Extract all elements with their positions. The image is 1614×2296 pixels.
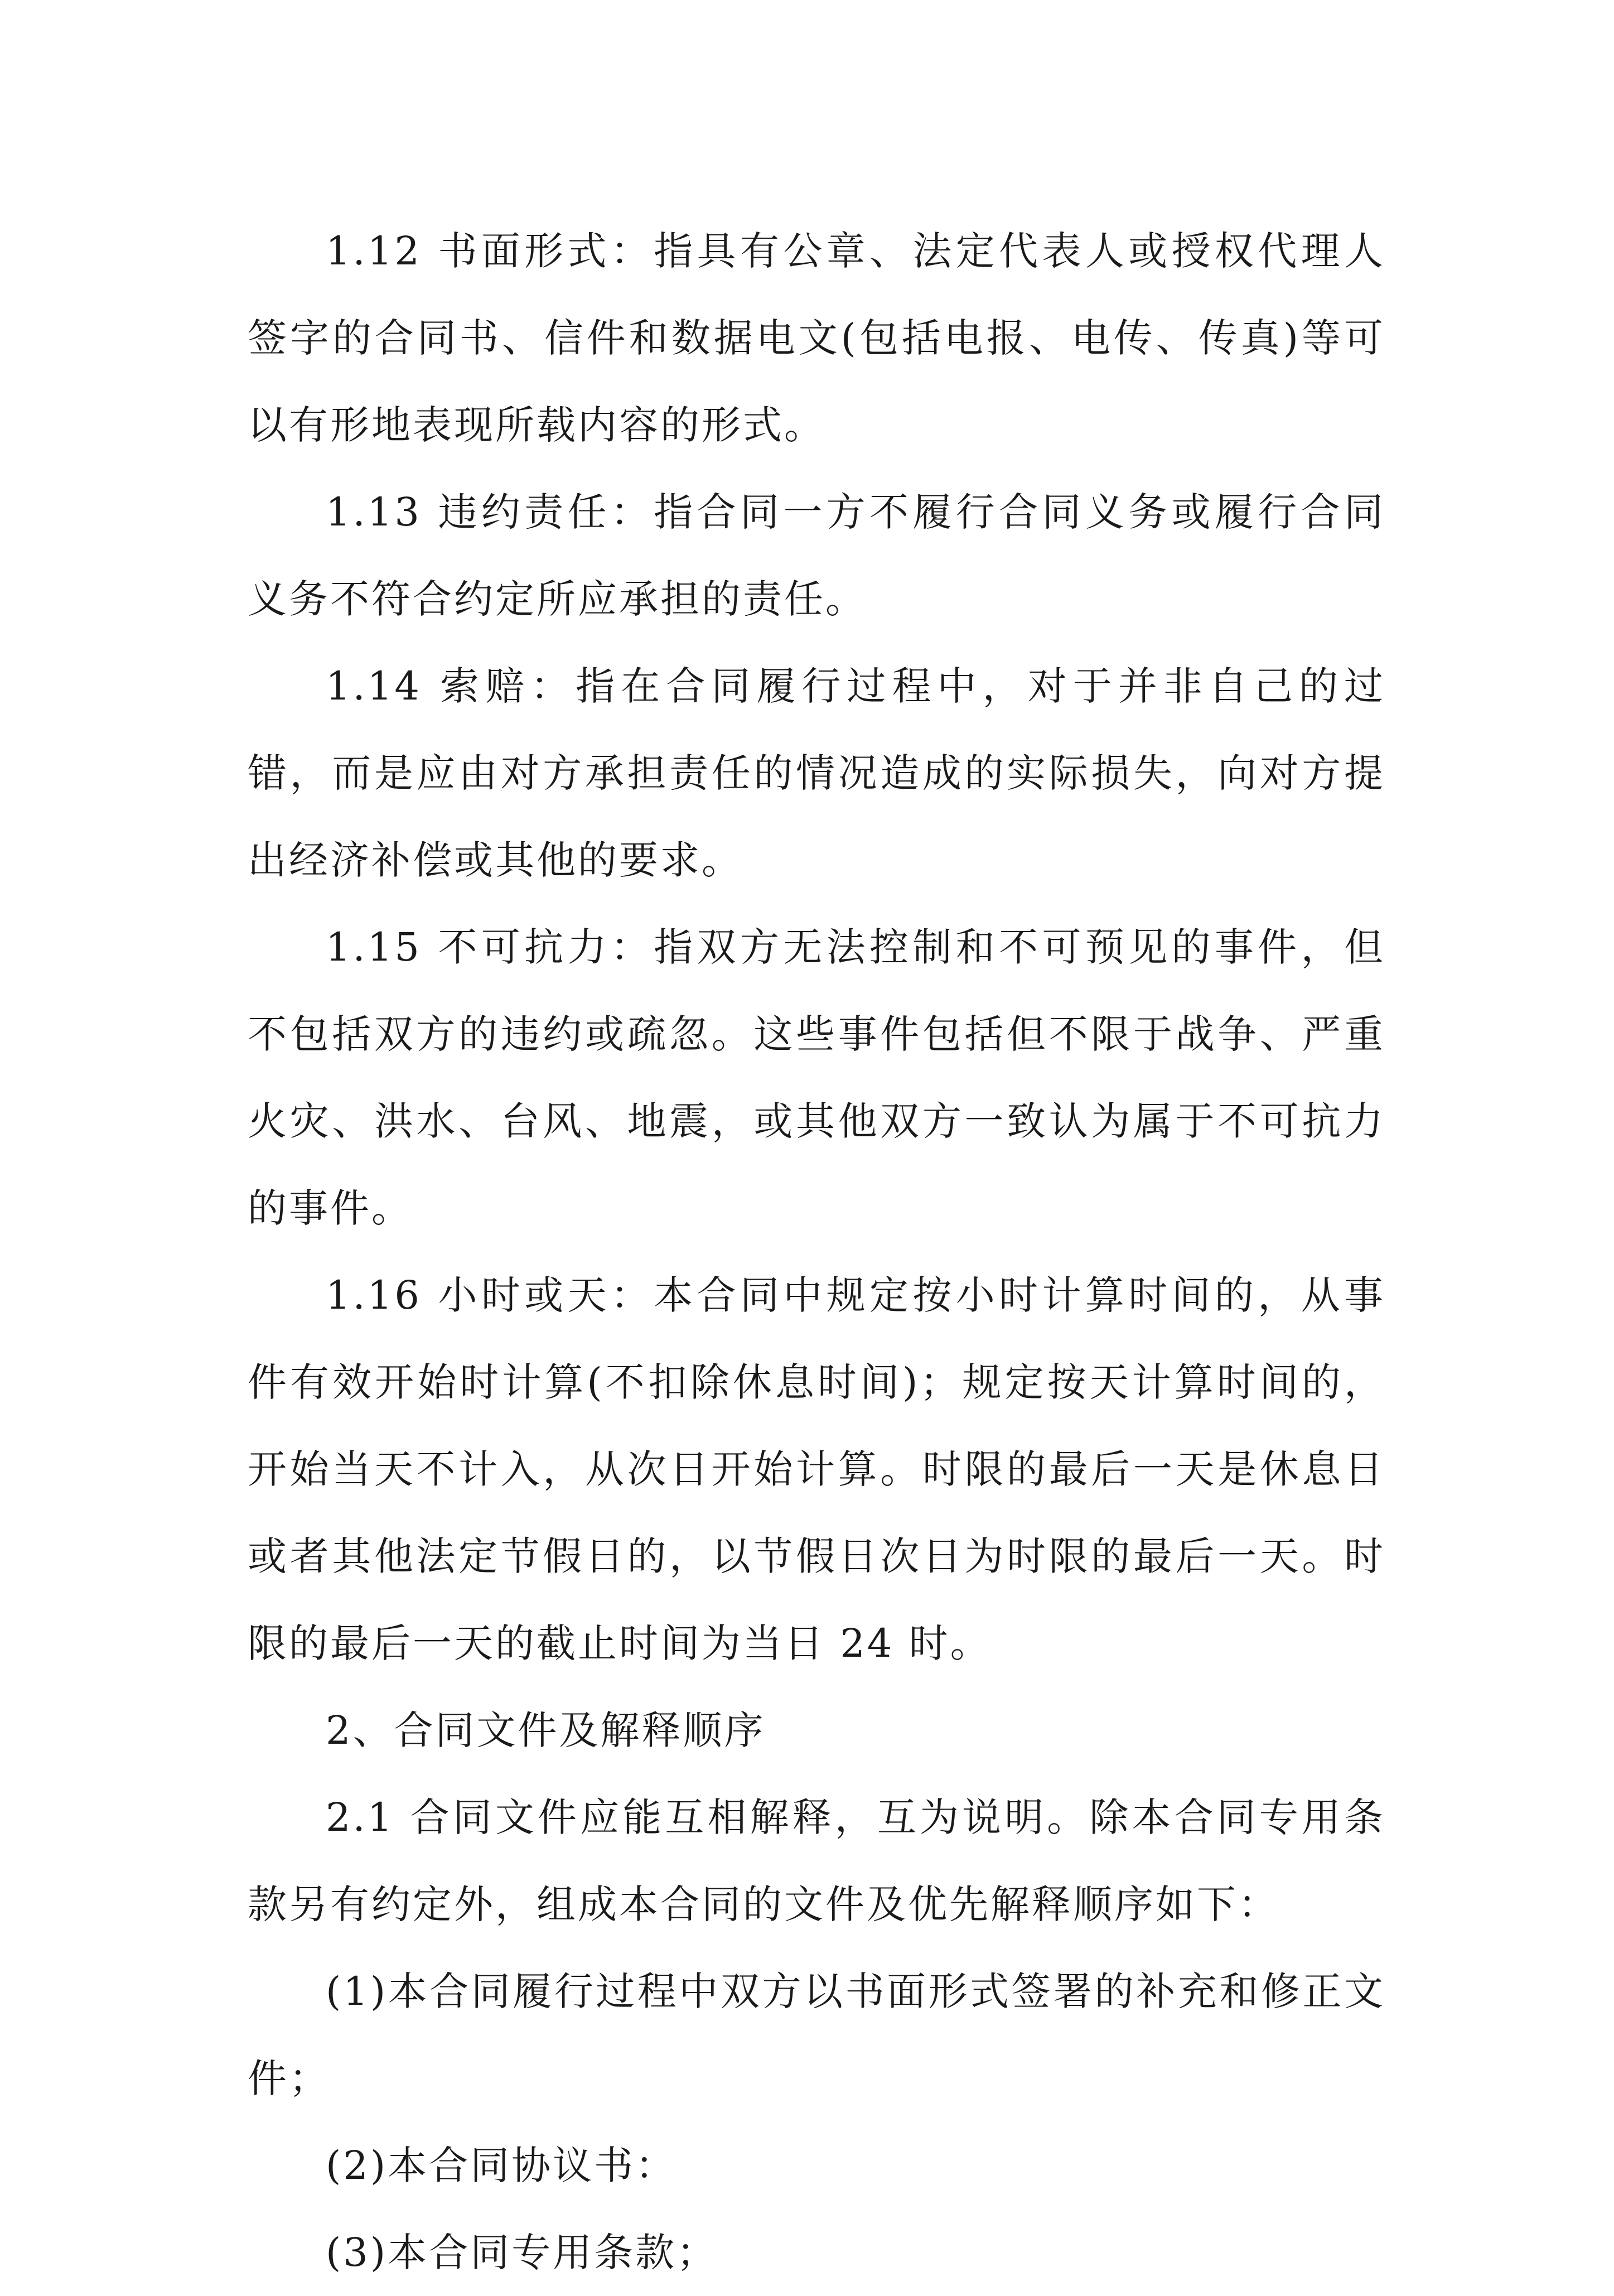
clause-1-14-claim: 1.14 索赔：指在合同履行过程中，对于并非自己的过错，而是应由对方承担责任的情况造成的实际损失，向对方提出经济补偿或其他的要求。 xyxy=(248,663,1385,883)
clause-1-15-force-majeure: 1.15 不可抗力：指双方无法控制和不可预见的事件，但不包括双方的违约或疏忽。这些事件包括但不限于战争、严重火灾、洪水、台风、地震，或其他双方一致认为属于不可抗力的事件。 xyxy=(248,924,1385,1231)
document-body xyxy=(248,208,1385,2296)
clause-1-16-hours-or-days: 1.16 小时或天：本合同中规定按小时计算时间的，从事件有效开始时计算(不扣除休息时间)；规定按天计算时间的，开始当天不计入，从次日开始计算。时限的最后一天是休息日或者其他法定节假日的，以节假日次日为时限的最后一天。时限的最后一天的截止时间为当日 24 时。 xyxy=(248,1272,1385,1666)
clause-1-13-breach-liability: 1.13 违约责任：指合同一方不履行合同义务或履行合同义务不符合约定所应承担的责任。 xyxy=(248,489,1385,622)
list-item-2: (2)本合同协议书： xyxy=(326,2143,677,2188)
list-item-3: (3)本合同专用条款； xyxy=(326,2230,718,2275)
clause-1-12-written-form: 1.12 书面形式：指具有公章、法定代表人或授权代理人签字的合同书、信件和数据电文(包括电报、电传、传真)等可以有形地表现所载内容的形式。 xyxy=(248,228,1385,448)
list-item-1: (1)本合同履行过程中双方以书面形式签署的补充和修正文件； xyxy=(248,1969,1385,2101)
section-2-heading: 2、合同文件及解释顺序 xyxy=(326,1707,766,1753)
clause-2-1-contract-documents: 2.1 合同文件应能互相解释，互为说明。除本合同专用条款另有约定外，组成本合同的文件及优先解释顺序如下： xyxy=(248,1795,1385,1927)
